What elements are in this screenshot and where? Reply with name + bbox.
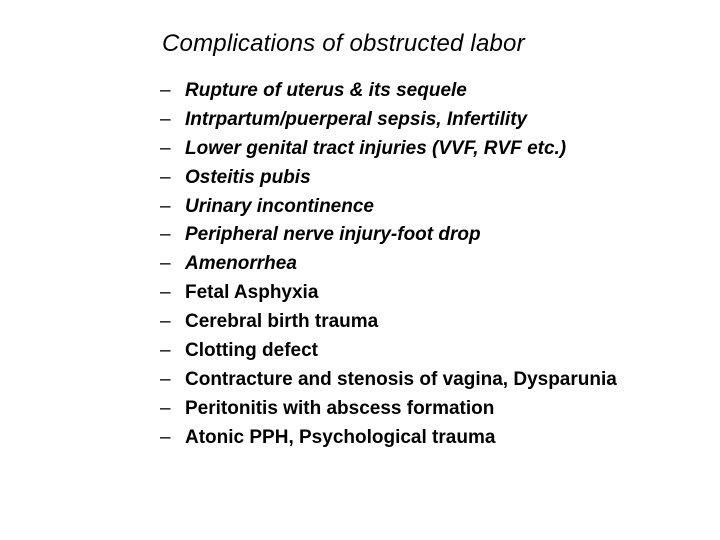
bullet-text: Lower genital tract injuries (VVF, RVF etc.) — [185, 137, 567, 159]
bullet-item — [160, 80, 617, 109]
bullet-item — [160, 311, 617, 340]
bullet-dash: – — [160, 224, 171, 246]
bullet-item — [160, 253, 617, 282]
bullet-text: Peripheral nerve injury-foot drop — [185, 224, 481, 246]
bullet-dash: – — [160, 311, 171, 333]
bullet-dash: – — [160, 80, 171, 101]
bullet-dash: – — [160, 253, 171, 275]
bullet-dash: – — [160, 426, 171, 448]
bullet-list — [160, 80, 617, 456]
bullet-item — [160, 340, 617, 369]
bullet-item — [160, 282, 617, 311]
bullet-text: Intrpartum/puerperal sepsis, Infertility — [185, 108, 528, 130]
bullet-text: Peritonitis with abscess formation — [185, 397, 495, 419]
bullet-item — [160, 196, 617, 225]
bullet-text: Urinary incontinence — [185, 195, 374, 217]
bullet-text: Rupture of uterus & its sequele — [185, 80, 467, 101]
bullet-item — [160, 224, 617, 253]
bullet-text: Clotting defect — [185, 340, 318, 362]
bullet-dash: – — [160, 368, 171, 390]
bullet-dash: – — [160, 108, 171, 130]
bullet-text: Contracture and stenosis of vagina, Dysparunia — [185, 368, 617, 390]
bullet-item — [160, 369, 617, 398]
bullet-text: Amenorrhea — [185, 253, 297, 275]
bullet-dash: – — [160, 340, 171, 362]
bullet-item — [160, 138, 617, 167]
bullet-dash: – — [160, 137, 171, 159]
bullet-dash: – — [160, 166, 171, 188]
bullet-dash: – — [160, 195, 171, 217]
bullet-item — [160, 427, 617, 456]
bullet-text: Atonic PPH, Psychological trauma — [185, 426, 496, 448]
bullet-item — [160, 109, 617, 138]
bullet-item — [160, 398, 617, 427]
slide-title: Complications of obstructed labor — [162, 30, 525, 57]
bullet-dash: – — [160, 282, 171, 304]
bullet-item — [160, 167, 617, 196]
bullet-text: Fetal Asphyxia — [185, 282, 319, 304]
bullet-text: Cerebral birth trauma — [185, 311, 379, 333]
bullet-dash: – — [160, 397, 171, 419]
bullet-text: Osteitis pubis — [185, 166, 311, 188]
